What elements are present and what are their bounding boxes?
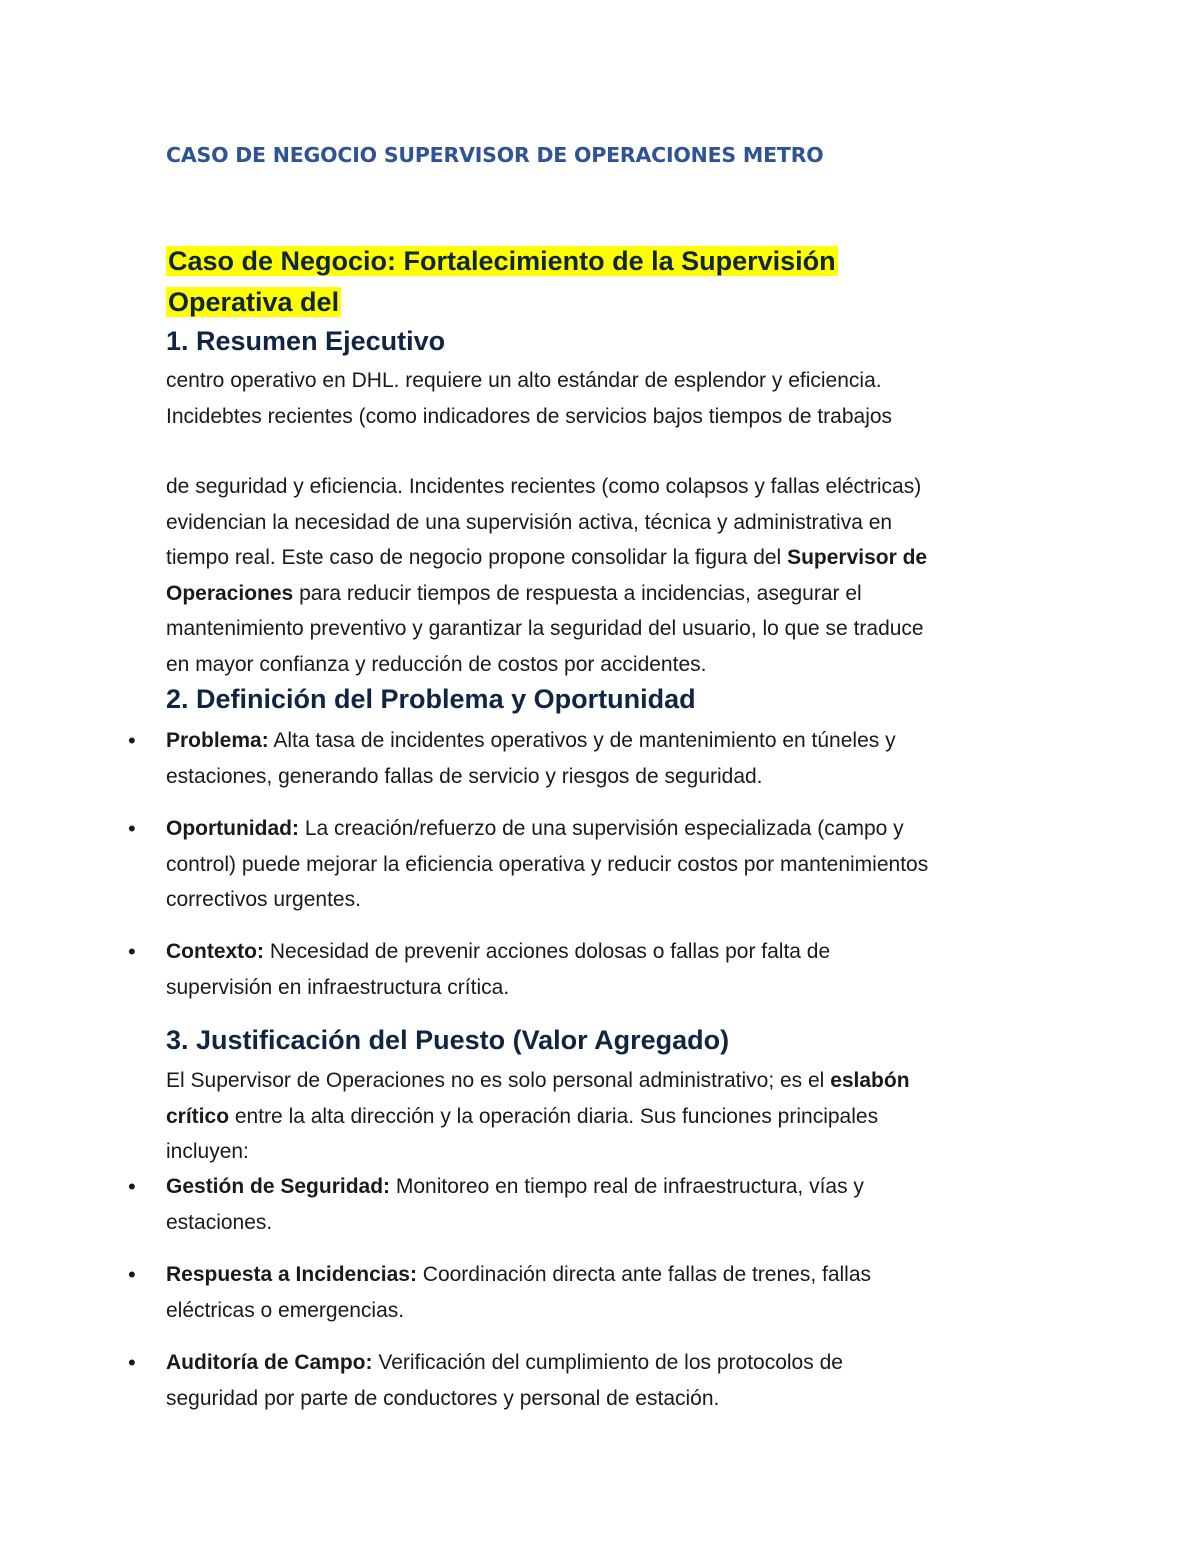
section-2-heading: 2. Definición del Problema y Oportunidad <box>166 684 696 714</box>
paragraph-line: correctivos urgentes. <box>166 888 361 911</box>
paragraph-line <box>166 576 1046 612</box>
bullet-icon: • <box>128 1350 136 1375</box>
bold-term-operaciones: Operaciones <box>166 581 294 605</box>
bullet-icon: • <box>128 939 136 964</box>
paragraph-line <box>166 1169 1046 1205</box>
list-item-contexto <box>166 934 1046 1005</box>
bold-term-supervisor: Supervisor de <box>787 546 928 569</box>
list-item-respuesta-incidencias <box>166 1257 1046 1328</box>
paragraph-line <box>166 1257 1046 1293</box>
section-3-heading: 3. Justificación del Puesto (Valor Agregado) <box>166 1025 730 1055</box>
paragraph-line: seguridad por parte de conductores y personal de estación. <box>166 1386 720 1410</box>
list-item-label: Auditoría de Campo: <box>166 1351 373 1374</box>
bold-term-eslabon: eslabón <box>830 1069 910 1092</box>
main-heading-line-1: Caso de Negocio: Fortalecimiento de la Supervisión <box>168 246 836 276</box>
main-heading-line-2: Operativa del <box>168 287 340 317</box>
section-1-body <box>166 469 1046 682</box>
section-3-intro <box>166 1063 1046 1170</box>
text-run: Necesidad de prevenir acciones dolosas o fallas por falta de <box>264 940 831 963</box>
list-item-auditoria-campo <box>166 1345 1046 1416</box>
text-run: El Supervisor de Operaciones no es solo personal administrativo; es el <box>166 1069 831 1092</box>
list-item-oportunidad <box>166 811 1046 918</box>
paragraph-line <box>166 934 1046 970</box>
list-item-problema <box>166 723 1046 794</box>
paragraph-line: incluyen: <box>166 1140 249 1163</box>
bullet-icon: • <box>128 1262 136 1287</box>
list-item-label: Problema: <box>166 729 269 752</box>
paragraph-line: evidencian la necesidad de una supervisión activa, técnica y administrativa en <box>166 510 893 534</box>
section-1-intro <box>166 363 1046 434</box>
text-run: entre la alta dirección y la operación diaria. Sus funciones principales <box>229 1104 879 1128</box>
paragraph-line: mantenimiento preventivo y garantizar la seguridad del usuario, lo que se traduce <box>166 617 924 640</box>
list-item-gestion-seguridad <box>166 1169 1046 1240</box>
list-item-label: Respuesta a Incidencias: <box>166 1263 417 1286</box>
text-run: Alta tasa de incidentes operativos y de mantenimiento en túneles y <box>268 729 896 752</box>
text-run: para reducir tiempos de respuesta a incidencias, asegurar el <box>293 581 862 605</box>
section-1-heading: 1. Resumen Ejecutivo <box>166 326 446 356</box>
paragraph-line: de seguridad y eficiencia. Incidentes recientes (como colapsos y fallas eléctricas) <box>166 475 922 498</box>
text-run: Verificación del cumplimiento de los protocolos de <box>372 1351 843 1374</box>
main-heading <box>166 241 838 323</box>
bullet-icon: • <box>128 1174 136 1199</box>
list-item-label: Contexto: <box>166 940 264 963</box>
bullet-icon: • <box>128 816 136 841</box>
bullet-icon: • <box>128 728 136 753</box>
paragraph-line: eléctricas o emergencias. <box>166 1298 405 1322</box>
paragraph-line <box>166 1063 1046 1099</box>
document-title: CASO DE NEGOCIO SUPERVISOR DE OPERACIONES METRO <box>166 143 824 167</box>
paragraph-line: supervisión en infraestructura crítica. <box>166 975 510 999</box>
text-run: La creación/refuerzo de una supervisión especializada (campo y <box>298 817 904 840</box>
paragraph-line <box>166 811 1046 847</box>
paragraph-line <box>166 1345 1046 1381</box>
paragraph-line: centro operativo en DHL. requiere un alto estándar de esplendor y eficiencia. <box>166 369 882 392</box>
paragraph-line: Incidebtes recientes (como indicadores de servicios bajos tiempos de trabajos <box>166 404 893 428</box>
text-run: Monitoreo en tiempo real de infraestructura, vías y <box>390 1175 864 1198</box>
list-item-label: Oportunidad: <box>166 817 299 840</box>
paragraph-line: estaciones. <box>166 1210 273 1234</box>
paragraph-line: control) puede mejorar la eficiencia operativa y reducir costos por mantenimientos <box>166 852 929 876</box>
text-run: Coordinación directa ante fallas de trenes, fallas <box>416 1263 872 1286</box>
paragraph-line <box>166 1099 1046 1135</box>
list-item-label: Gestión de Seguridad: <box>166 1175 391 1198</box>
paragraph-line: en mayor confianza y reducción de costos por accidentes. <box>166 652 707 676</box>
bold-term-critico: crítico <box>166 1104 230 1128</box>
paragraph-line <box>166 540 1046 576</box>
text-run: tiempo real. Este caso de negocio propone consolidar la figura del <box>166 546 788 569</box>
paragraph-line <box>166 723 1046 759</box>
paragraph-line: estaciones, generando fallas de servicio y riesgos de seguridad. <box>166 764 763 788</box>
